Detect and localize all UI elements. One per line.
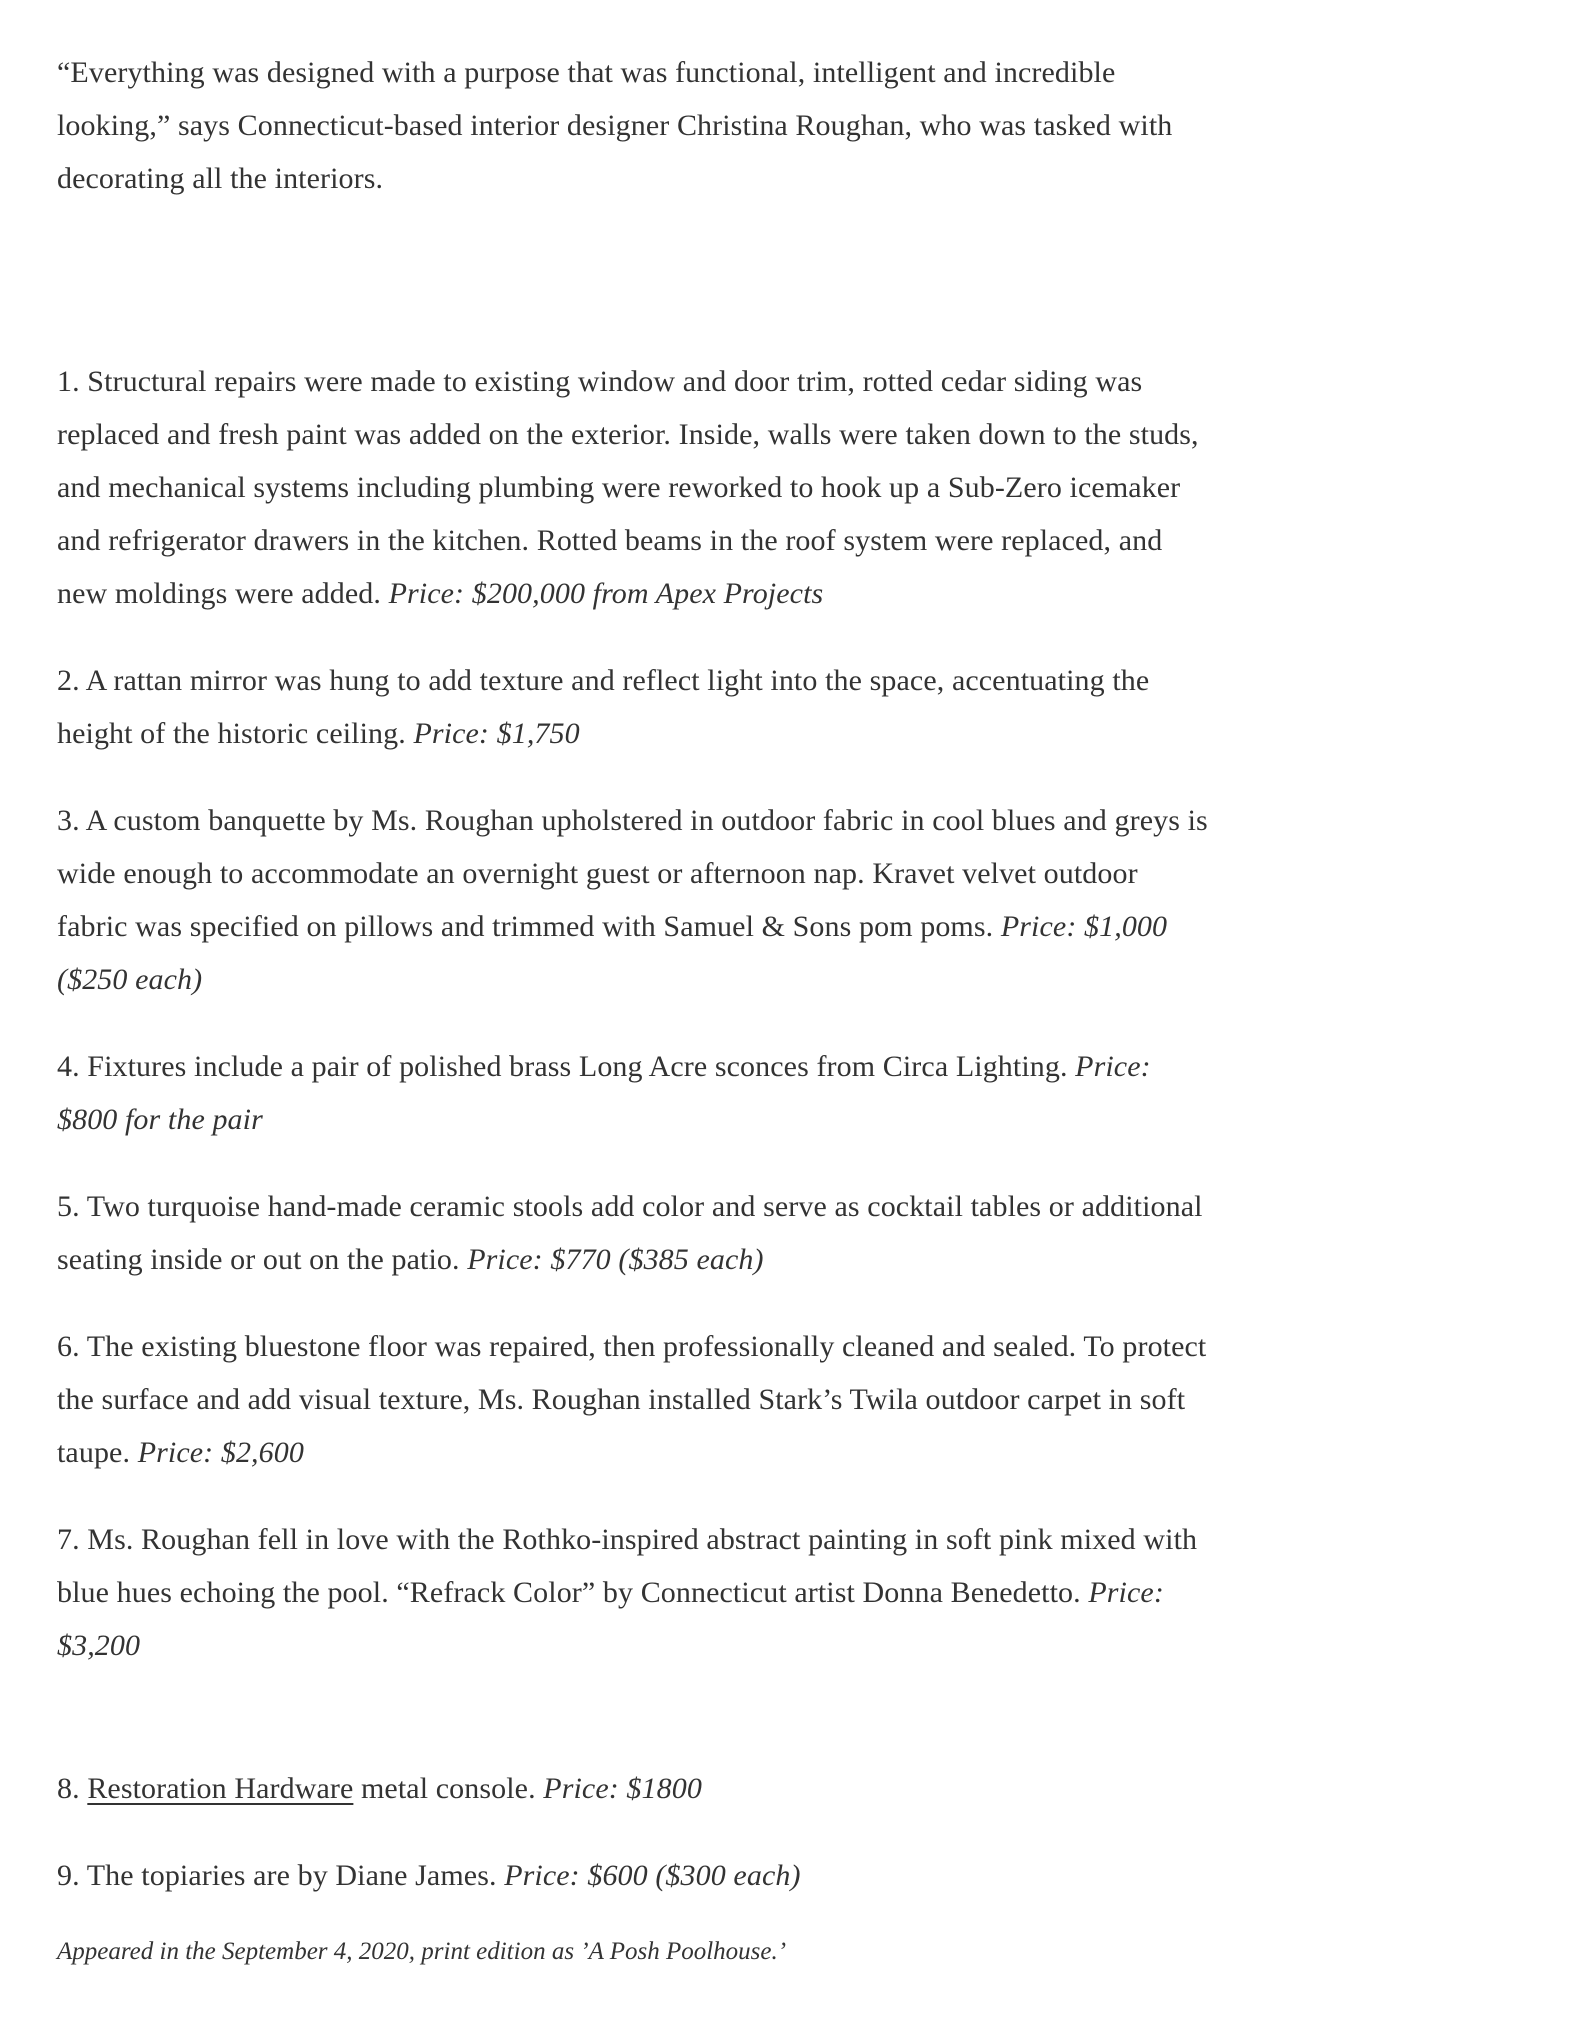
list-item-4-price: Price: $800 for the pair <box>57 1050 1151 1136</box>
list-item-8-price: Price: $1800 <box>543 1772 702 1805</box>
list-item-9 <box>57 1849 1215 1902</box>
content-gap-before-item-8 <box>57 1706 1215 1762</box>
list-item-8-number: 8. <box>57 1772 88 1805</box>
list-item-7 <box>57 1513 1215 1672</box>
list-item-3-price: Price: $1,000 ($250 each) <box>57 910 1168 996</box>
list-item-7-price: Price: $3,200 <box>57 1576 1164 1662</box>
list-item-5 <box>57 1180 1215 1286</box>
list-item-4 <box>57 1040 1215 1146</box>
list-item-8 <box>57 1762 1215 1815</box>
quote-paragraph <box>57 46 1215 205</box>
list-item-7-text: 7. Ms. Roughan fell in love with the Rothko-inspired abstract painting in soft pink mixed with blue hues echoing the pool. “Refrack Color” by Connecticut artist Donna Benedetto. <box>57 1523 1198 1609</box>
list-item-6 <box>57 1320 1215 1479</box>
list-item-3 <box>57 794 1215 1006</box>
list-item-2 <box>57 654 1215 760</box>
list-item-4-text: 4. Fixtures include a pair of polished brass Long Acre sconces from Circa Lighting. <box>57 1050 1068 1083</box>
list-item-5-text: 5. Two turquoise hand-made ceramic stools add color and serve as cocktail tables or additional seating inside or out on the patio. <box>57 1190 1203 1276</box>
content-gap-after-quote <box>57 239 1215 355</box>
list-item-2-price: Price: $1,750 <box>413 717 580 750</box>
list-item-5-price: Price: $770 ($385 each) <box>467 1243 764 1276</box>
quote-paragraph-text: “Everything was designed with a purpose that was functional, intelligent and incredible looking,” says Connecticut-based interior designer Christina Roughan, who was tasked with decorating all the interiors. <box>57 56 1173 195</box>
restoration-hardware-link[interactable]: Restoration Hardware <box>87 1772 354 1805</box>
list-item-1-text: 1. Structural repairs were made to existing window and door trim, rotted cedar siding was replaced and fresh paint was added on the exterior. Inside, walls were taken down to the studs, and mechanical systems including plumbing were reworked to hook up a Sub-Zero icemaker and refrigerator drawers in the kitchen. Rotted beams in the roof system were replaced, and new moldings were added. <box>57 365 1199 610</box>
list-item-2-text: 2. A rattan mirror was hung to add texture and reflect light into the space, accentuating the height of the historic ceiling. <box>57 664 1150 750</box>
list-item-1 <box>57 355 1215 620</box>
list-item-3-text: 3. A custom banquette by Ms. Roughan upholstered in outdoor fabric in cool blues and greys is wide enough to accommodate an overnight guest or afternoon nap. Kravet velvet outdoor fabric was specified on pillows and trimmed with Samuel & Sons pom poms. <box>57 804 1208 943</box>
list-item-6-price: Price: $2,600 <box>137 1436 304 1469</box>
list-item-9-text: 9. The topiaries are by Diane James. <box>57 1859 497 1892</box>
list-item-1-price: Price: $200,000 from Apex Projects <box>388 577 824 610</box>
list-item-9-price: Price: $600 ($300 each) <box>504 1859 801 1892</box>
list-item-6-text: 6. The existing bluestone floor was repaired, then professionally cleaned and sealed. To protect the surface and add visual texture, Ms. Roughan installed Stark’s Twila outdoor carpet in soft taupe. <box>57 1330 1207 1469</box>
print-edition-note: Appeared in the September 4, 2020, print edition as ’A Posh Poolhouse.’ <box>57 1938 787 1965</box>
list-item-8-text: metal console. <box>353 1772 536 1805</box>
